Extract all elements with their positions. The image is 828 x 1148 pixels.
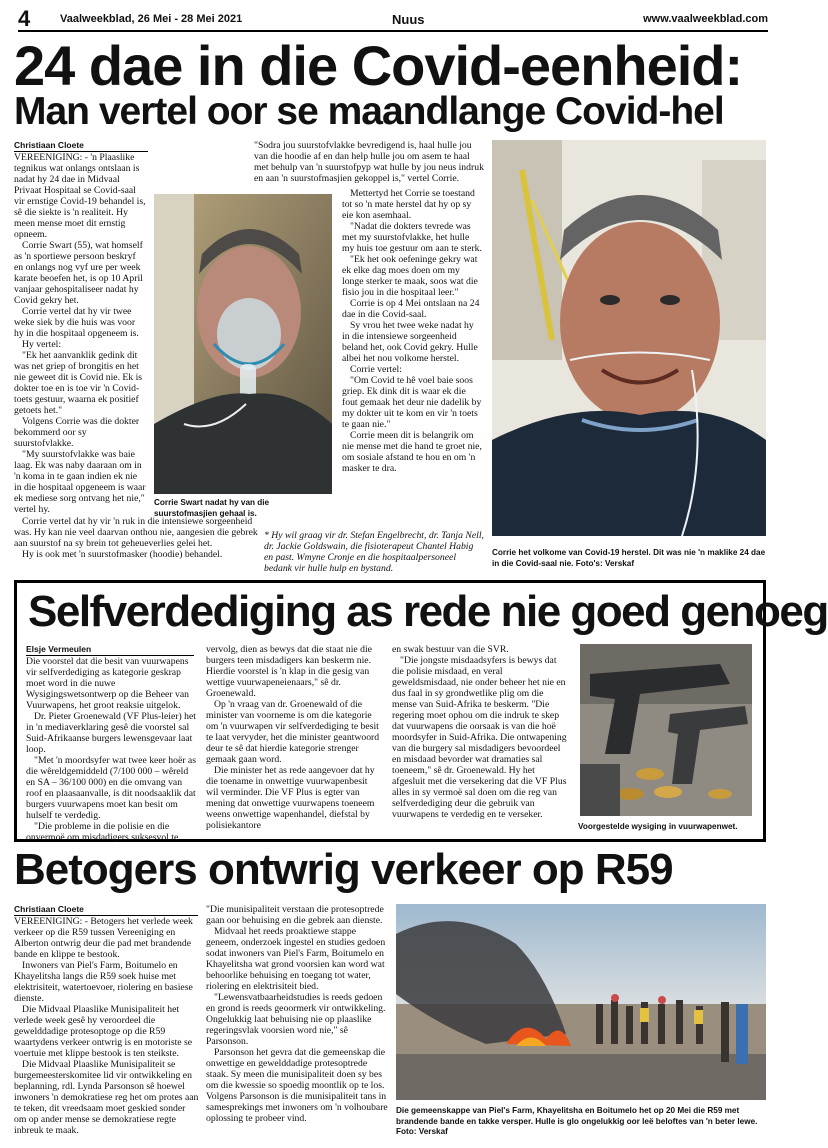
paragraph: Dr. Pieter Groenewald (VF Plus-leier) het in 'n mediaverklaring gesê die voorstel sal Suid-Afrikaanse burgers lewensgevaar laat loop.	[26, 711, 196, 755]
paragraph: vervolg, dien as bewys dat die staat nie die burgers teen misdadigers kan beskerm nie. Hierdie voorstel is 'n klap in die gesig van wettige vuurwapeneienaars," sê dr. Groenewald.	[206, 644, 372, 699]
paragraph: "Ek het ook oefeninge gekry wat ek elke dag moes doen om my longe sterker te maak, soos wat die fisio jou in die hospitaal leer."	[342, 254, 478, 298]
paragraph: "Die jongste misdaadsyfers is bewys dat die polisie misdaad, en veral geweldsmisdaad, nie onder beheer het nie en dus faal in sy grondwetlike plig om die mense van Suid-Afrika te beskerm. "Die regering moet ophou om die indruk te skep dat vuurwapens die oorsaak is van die hoë moordsyfer in Suid-Afrika. Die ontwapening van die burgery sal misdadigers bevoordeel en misdaad bevorder wat dramaties sal toeneem," sê dr. Groenewald. Hy het afgesluit met die versekering dat die VF Plus alles in sy vermoë sal doen om die reg van selfverdediging deur die gebruik van vuurwapens te verdedig en te verseker.	[392, 655, 567, 820]
paragraph: Hy vertel:	[22, 339, 62, 350]
photo-protest-caption: Die gemeenskappe van Piel's Farm, Khayelitsha en Boitumelo het op 20 Mei die R59 met brandende bande en takke versper. Hulle is glo ongelukkig oor leë beloftes van 'n beter lewe. Foto: Verskaf	[396, 1106, 758, 1136]
photo-recovered-man	[492, 140, 766, 536]
paragraph: "Lewensvatbaarheidstudies is reeds gedoen en grond is reeds geoormerk vir ontwikkeling. Ongelukkig laat behuising nie op plaaslike regeringsvlak voorsien word nie," sê Parsonson.	[206, 992, 386, 1047]
paragraph: en swak bestuur van die SVR.	[392, 644, 509, 655]
paragraph: Corrie vertel:	[350, 364, 402, 375]
paragraph: Corrie Swart (55), wat homself as 'n sportiewe persoon beskryf en onlangs nog vyf ure per week karate beoefen het, is op 10 April vanjaar gehospitaliseer nadat hy Covid gekry het.	[14, 240, 143, 306]
article2-column-1	[26, 656, 196, 843]
article1-column-2	[342, 188, 482, 518]
photo-recovered-man-image	[492, 140, 766, 536]
article3-headline: Betogers ontwrig verkeer op R59	[14, 845, 673, 894]
photo-protest-r59-image	[396, 904, 766, 1100]
paragraph: Parsonson het gevra dat die gemeenskap die onwettige en gewelddadige protesoptrede staak. Sy meen die munisipaliteit doen sy bes om die kwessie so spoedig moontlik op te los. Volgens Parsonson is die munisipaliteit tans in samesprekings met inwoners om 'n volhoubare oplossing te probeer vind.	[206, 1047, 388, 1124]
paragraph: Corrie is op 4 Mei ontslaan na 24 dae in die Covid-saal.	[342, 298, 480, 320]
paragraph: Die Midvaal Plaaslike Munisipaliteit het verlede week gesê hy veroordeel die gewelddadige protesoptoge op die R59 waartydens verkeer ontwrig is en motoriste se voertuie met klippe bestook is ten steikste.	[14, 1004, 193, 1059]
paragraph: Sy vrou het twee weke nadat hy in die intensiewe sorgeenheid beland het, ook Covid gekry. Hulle albei het nou volkome herstel.	[342, 320, 478, 364]
section-name: Nuus	[392, 12, 425, 27]
photo-firearms-caption: Voorgestelde wysiging in vuurwapenwet.	[578, 822, 738, 831]
photo-protest-r59	[396, 904, 766, 1100]
photo-oxygen-mask-image	[154, 194, 332, 494]
photo-firearms-image	[580, 644, 752, 816]
article3-byline: Christiaan Cloete	[14, 904, 198, 916]
paragraph: "Met 'n moordsyfer wat twee keer hoër as die wêreldgemiddeld (7/100 000 – wêreld en SA – 36/100 000) en die omvang van roof en plaasaanvalle, is dit noodsaaklik dat burgers vuurwapens moet kan besit om hulself te verdedig.	[26, 755, 196, 821]
article1-column-1	[14, 152, 146, 514]
paragraph: "Die probleme in die polisie en die onvermoë om misdadigers suksesvol te	[26, 821, 179, 843]
article1-byline: Christiaan Cloete	[14, 140, 148, 152]
publication-date: Vaalweekblad, 26 Mei - 28 Mei 2021	[60, 13, 243, 25]
paragraph: Die Midvaal Plaaslike Munisipaliteit se burgemeesterskomitee lid vir ontwikkeling en beplanning, rdl. Lynda Parsonson sê hoewel inwoners 'n demokratiese reg het om protes aan te teken, dit vreedsaam moet geskied sonder om op ander mense se demokratiese regte inbreuk te maak.	[14, 1059, 199, 1136]
article1-column-2-top	[254, 140, 484, 186]
paragraph: Die minister het as rede aangevoer dat hy die toename in onwettige vuurwapenbesit wil verminder. Die VF Plus is egter van mening dat onwettige vuurwapens toeneem weens onwettige wapenhandel, diefstal by polisiekantore	[206, 765, 375, 831]
paragraph: "Om Covid te hê voel baie soos griep. Ek dink dit is waar ek die fout gemaak het deur nie dadelik by my dokter uit te kom en vir 'n toets te gaan nie."	[342, 375, 482, 430]
paragraph: Midvaal het reeds proaktiewe stappe geneem, onderzoek ingestel en studies gedoen sodat inwoners van Piel's Farm, Boitumelo en Khayelitsha wat grond voorsien kan word wat behoorlike behuising en toegang tot water, riolering en elektrisiteit bied.	[206, 926, 386, 992]
article2-column-2	[206, 644, 382, 836]
article3-column-2	[206, 904, 390, 1144]
paragraph: "Nadat die dokters tevrede was met my suurstofvlakke, het hulle my huis toe gestuur om aan te sterk.	[342, 221, 482, 254]
paragraph: "Ek het aanvanklik gedink dit was net griep of brongitis en het nie geweet dit is Covid nie. Ek is dokter toe en is toe vir 'n Covid-toets gestuur, waarna ek positief getoets het."	[14, 350, 143, 416]
paragraph: Die voorstel dat die besit van vuurwapens vir selfverdediging as kategorie geskrap moet word in die nuwe Wysigingswetsontwerp op die Beheer van Vuurwapens, het groot reaksie uitgelok.	[26, 656, 189, 711]
photo-oxygen-mask	[154, 194, 332, 494]
page-header	[18, 6, 768, 32]
paragraph: VEREENIGING: - 'n Plaaslike tegnikus wat onlangs ontslaan is nadat hy 24 dae in Midvaal Privaat Hospitaal se Covid-saal vir ernstige Covid-19 behandel is, sê die siekte is 'n realiteit. Hy meen mense moet dit ernstig opneem.	[14, 152, 146, 240]
paragraph: "Sodra jou suurstofvlakke bevredigend is, haal hulle jou van die hoodie af en dan help hulle jou om asem te haal met behulp van 'n suurstofpyp wat hulle by jou neus indruk en aan 'n suurstofmasjien gekoppel is," vertel Corrie.	[254, 140, 484, 184]
article1-subheadline: Man vertel oor se maandlange Covid-hel	[14, 90, 724, 133]
paragraph: Corrie vertel dat hy vir twee weke siek by die huis was voor hy in die hospitaal opgeneem is.	[14, 306, 139, 339]
paragraph: Mettertyd het Corrie se toestand tot so 'n mate herstel dat hy op sy eie kon asemhaal.	[342, 188, 475, 221]
website-link[interactable]: www.vaalweekblad.com	[643, 13, 768, 25]
photo-firearms	[580, 644, 752, 816]
article2-headline: Selfverdediging as rede nie goed genoeg	[28, 587, 828, 636]
article3-column-1	[14, 916, 200, 1142]
paragraph: VEREENIGING: - Betogers het verlede week verkeer op die R59 tussen Vereeniging en Alberton ontwrig deur die pad met brandende bande en klippe te bestook.	[14, 916, 193, 960]
paragraph: Inwoners van Piel's Farm, Boitumelo en Khayelitsha langs die R59 soek huise met elektrisiteit, watertoevoer, riolering en basiese dienste.	[14, 960, 193, 1004]
article1-headline: 24 dae in die Covid-eenheid:	[14, 34, 743, 97]
page-number: 4	[18, 6, 31, 31]
photo2-caption: Corrie het volkome van Covid-19 herstel. Dit was nie 'n maklike 24 dae in die Covid-saal nie. Foto's: Verskaf	[492, 548, 766, 568]
paragraph: Hy is ook met 'n suurstofmasker (hoodie) behandel.	[22, 549, 223, 560]
article1-column-1-continued	[14, 516, 260, 572]
paragraph: Op 'n vraag van dr. Groenewald of die minister van voorneme is om die kategorie om 'n vuurwapen vir selfverdediging te besit te laat vervyder, het die minister geantwoord deur te sê dat hierdie kategorie strenger gemaak gaan word.	[206, 699, 380, 765]
paragraph: "My suurstofvlakke was baie laag. Ek was naby daaraan om in 'n koma in te gaan indien ek nie in die hospitaal opgeneem is waar ek mediese sorg ontvang het nie," vertel hy.	[14, 449, 146, 515]
article2-column-3	[392, 644, 568, 836]
paragraph: Volgens Corrie was die dokter bekommerd oor sy suurstofvlakke.	[14, 416, 140, 449]
article2-byline: Elsje Vermeulen	[26, 644, 194, 656]
article1-thanks-note: * Hy wil graag vir dr. Stefan Engelbrecht, dr. Tanja Nell, dr. Jackie Goldswain, die fisioterapeut Chantel Habig en past. Wmyne Cronje en die hospitaalpersoneel bedank vir hulle hulp en bystand.	[264, 530, 484, 574]
paragraph: Corrie vertel dat hy vir 'n ruk in die intensiewe sorgeenheid was. Hy kan nie veel daarvan onthou nie, aangesien die gebrek aan suurstof na sy brein tot geheueverlies gelei het.	[14, 516, 258, 549]
paragraph: "Die munisipaliteit verstaan die protesoptrede gaan oor behuising en die gebrek aan dienste.	[206, 904, 384, 926]
photo1-caption: Corrie Swart nadat hy van die suurstofmasjien gehaal is.	[154, 498, 270, 518]
paragraph: Corrie meen dit is belangrik om nie mense met die hand te groet nie, om sosiale afstand te hou en om 'n masker te dra.	[342, 430, 482, 474]
